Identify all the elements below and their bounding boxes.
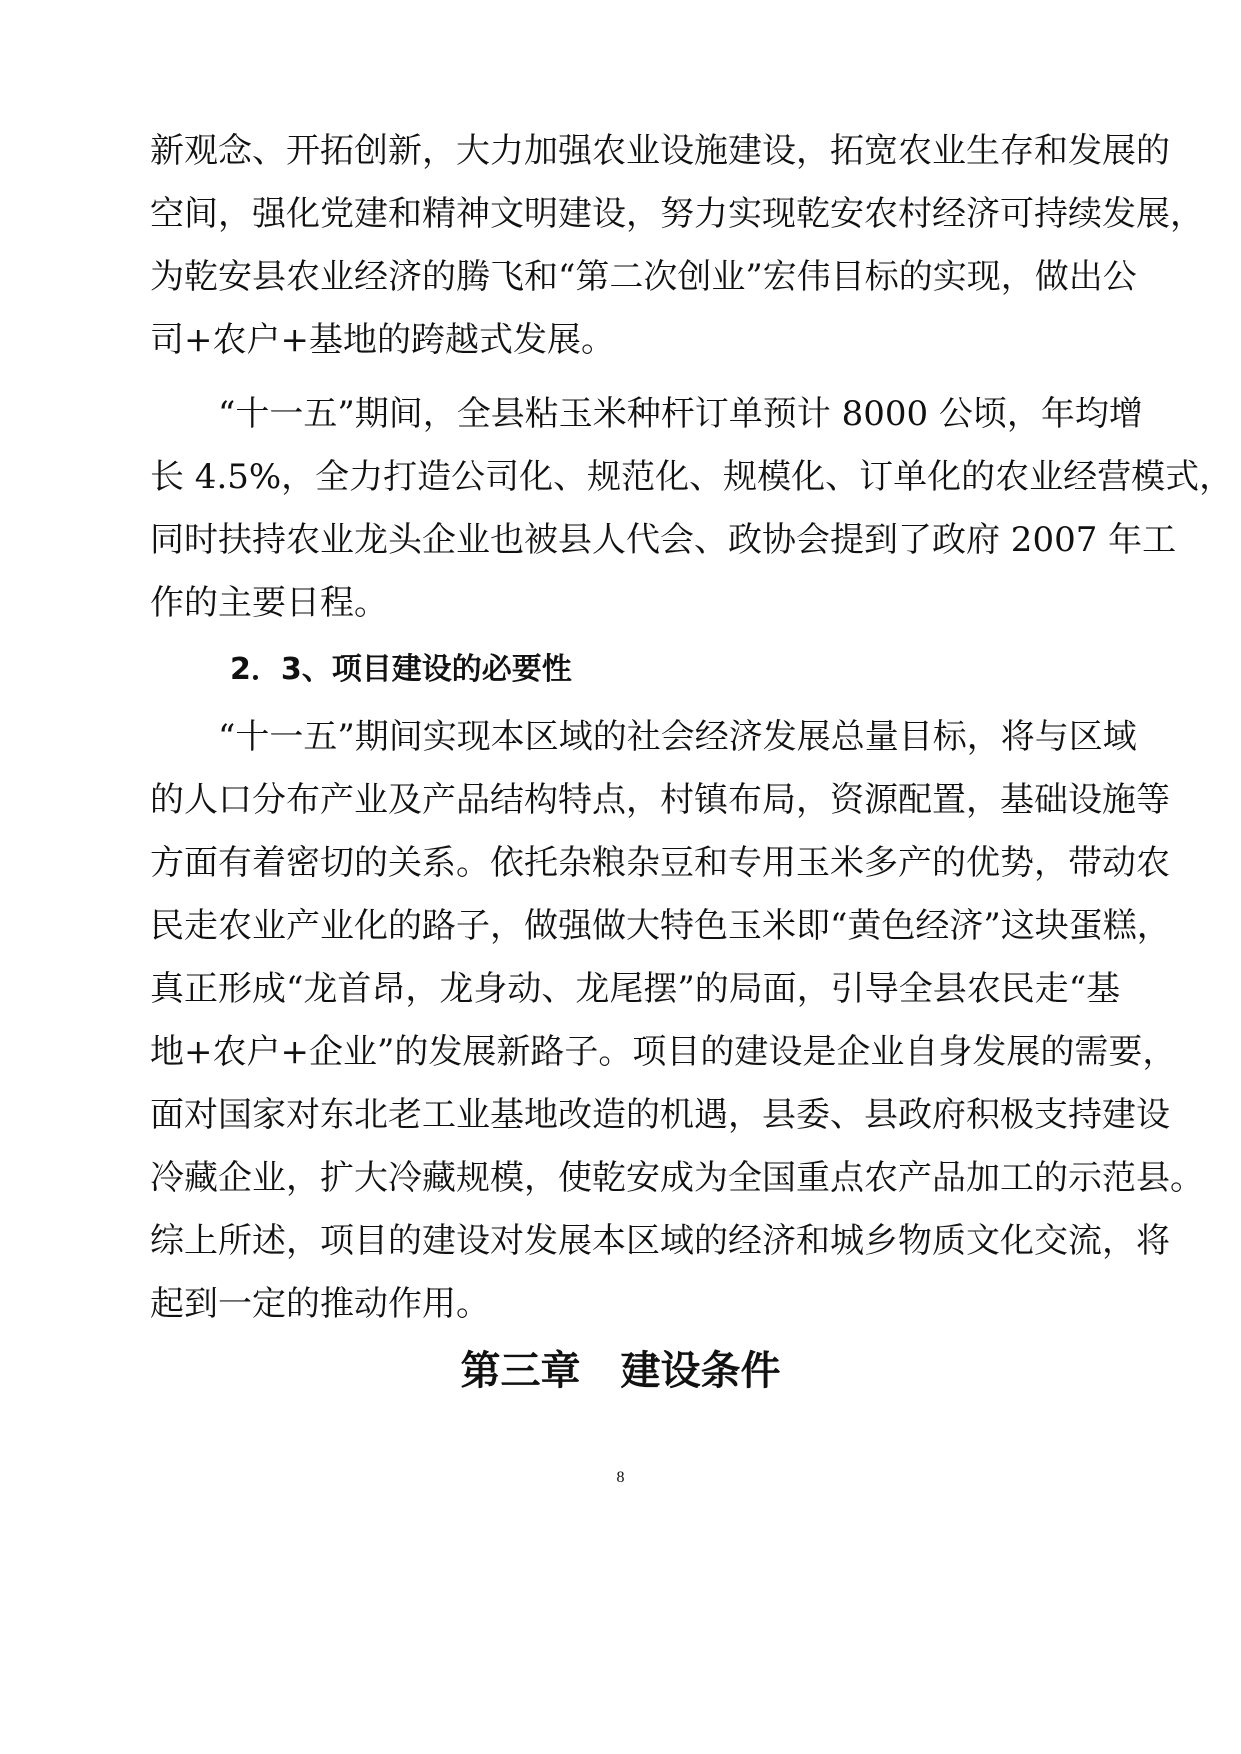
paragraph-3-line-1: “十一五”期间实现本区域的社会经济发展总量目标，将与区域: [218, 717, 1137, 757]
paragraph-1-line-2: 空间，强化党建和精神文明建设，努力实现乾安农村经济可持续发展，: [150, 194, 1204, 234]
paragraph-3-line-7: 面对国家对东北老工业基地改造的机遇，县委、县政府积极支持建设: [150, 1095, 1170, 1135]
paragraph-3-line-8: 冷藏企业，扩大冷藏规模，使乾安成为全国重点农产品加工的示范县。: [150, 1158, 1204, 1198]
paragraph-2-line-2: 长 4.5%，全力打造公司化、规范化、规模化、订单化的农业经营模式，: [150, 457, 1234, 497]
paragraph-1-line-3: 为乾安县农业经济的腾飞和“第二次创业”宏伟目标的实现，做出公: [150, 257, 1137, 297]
paragraph-1-line-4: 司+农户+基地的跨越式发展。: [150, 320, 615, 360]
chapter-heading: 第三章 建设条件: [460, 1348, 781, 1394]
page-number: 8: [616, 1469, 625, 1486]
paragraph-2-line-3: 同时扶持农业龙头企业也被县人代会、政协会提到了政府 2007 年工: [150, 520, 1177, 560]
paragraph-3-line-3: 方面有着密切的关系。依托杂粮杂豆和专用玉米多产的优势，带动农: [150, 843, 1170, 883]
paragraph-3-line-9: 综上所述，项目的建设对发展本区域的经济和城乡物质文化交流，将: [150, 1221, 1170, 1261]
paragraph-3-line-5: 真正形成“龙首昂，龙身动、龙尾摆”的局面，引导全县农民走“基: [150, 969, 1121, 1009]
paragraph-3-line-4: 民走农业产业化的路子，做强做大特色玉米即“黄色经济”这块蛋糕，: [150, 906, 1171, 946]
section-heading: 2．3、项目建设的必要性: [230, 652, 572, 687]
paragraph-3-line-2: 的人口分布产业及产品结构特点，村镇布局，资源配置，基础设施等: [150, 780, 1170, 820]
paragraph-2-line-4: 作的主要日程。: [150, 583, 388, 623]
paragraph-3-line-10: 起到一定的推动作用。: [150, 1284, 490, 1324]
paragraph-2-line-1: “十一五”期间，全县粘玉米种杆订单预计 8000 公顷，年均增: [218, 394, 1143, 434]
paragraph-3-line-6: 地+农户+企业”的发展新路子。项目的建设是企业自身发展的需要，: [150, 1032, 1177, 1072]
paragraph-1-line-1: 新观念、开拓创新，大力加强农业设施建设，拓宽农业生存和发展的: [150, 131, 1170, 171]
